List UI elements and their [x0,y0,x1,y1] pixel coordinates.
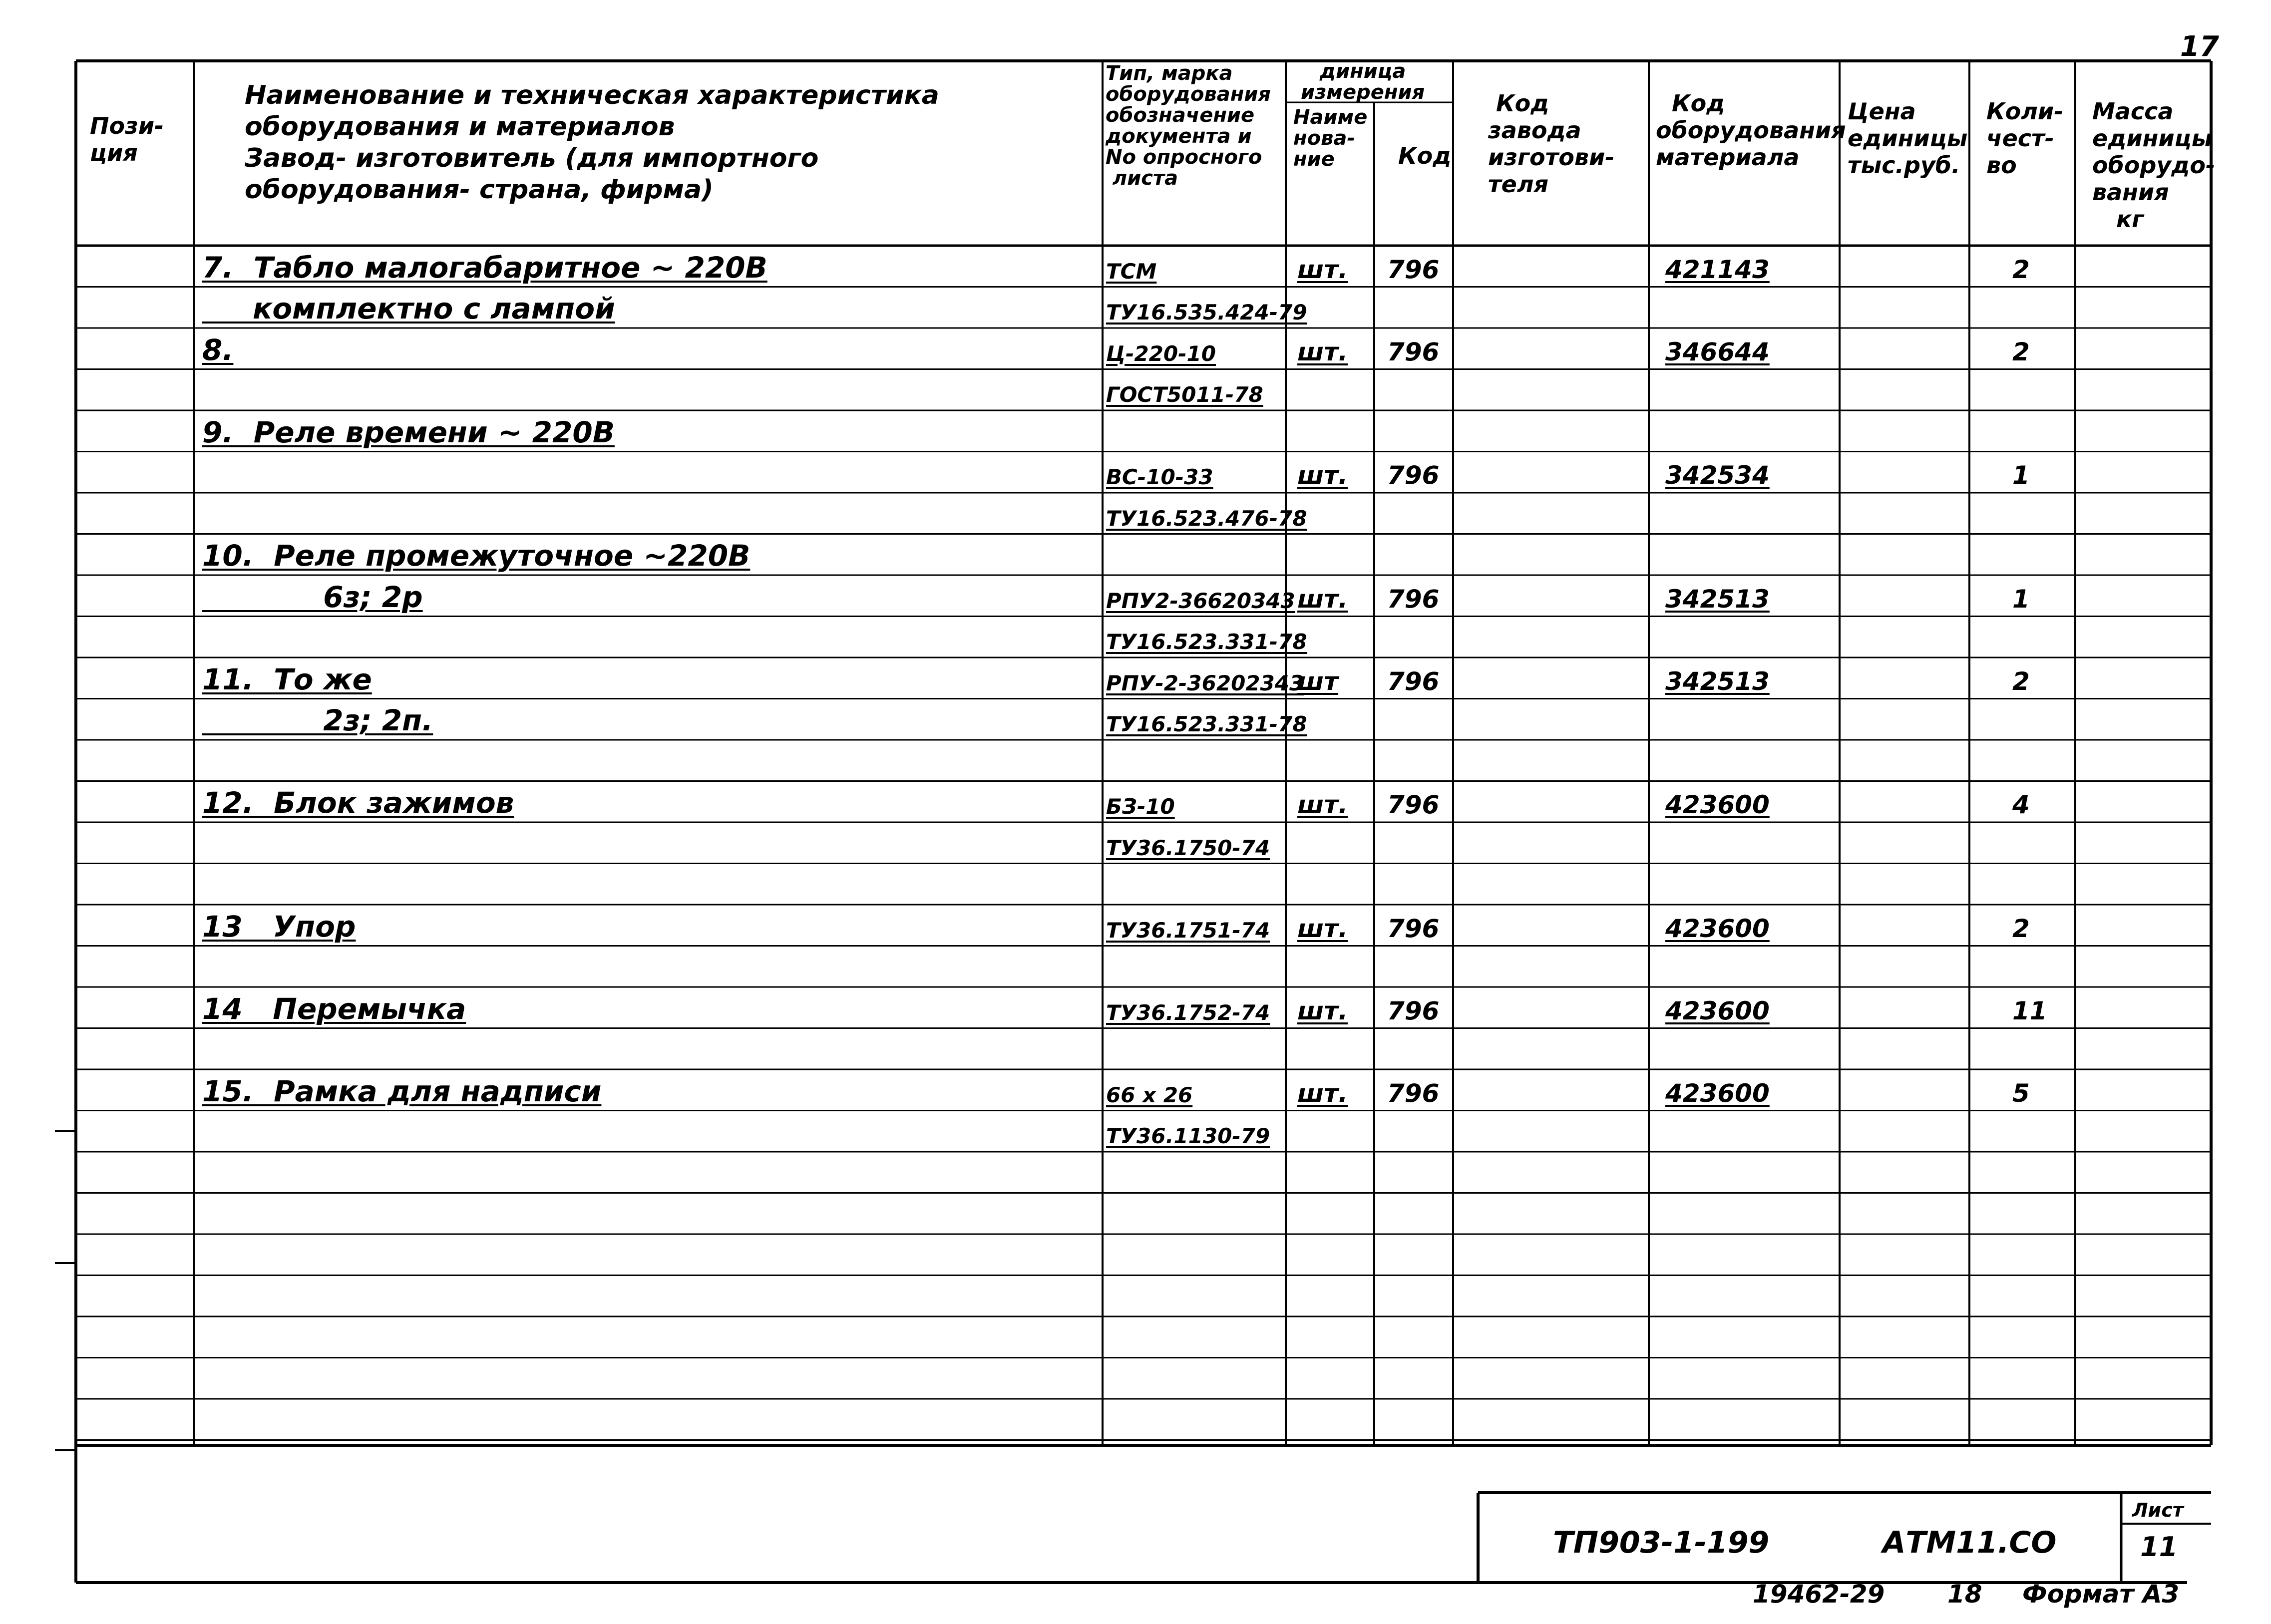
row-unit: шт. [1297,584,1348,614]
row-quantity: 2 [2012,337,2030,366]
row-unit-code: 796 [1387,666,1440,696]
header-equipment-code: Код оборудования материала [1656,90,1846,171]
row-name: 11. То же [202,662,372,696]
row-name: 8. [202,332,234,367]
header-unit-name: Наиме нова- ние [1293,106,1368,171]
header-quantity: Коли- чест- во [1986,98,2064,179]
row-name: 14 Перемычка [202,991,466,1026]
row-unit-code: 796 [1387,461,1440,490]
row-quantity: 2 [2012,914,2030,943]
row-unit-code: 796 [1387,1078,1440,1108]
row-equipment-code: 342534 [1665,461,1770,490]
row-equipment-code: 342513 [1665,584,1770,614]
row-name: 6з; 2р [202,580,423,614]
row-type: ТУ16.523.331-78 [1106,630,1307,654]
row-unit: шт. [1297,461,1348,490]
row-name: 15. Рамка для надписи [202,1074,602,1108]
row-name: 2з; 2п. [202,703,433,737]
row-type: ТУ36.1751-74 [1106,918,1270,943]
row-unit: шт [1297,666,1339,696]
header-unit-code: Код [1398,142,1452,169]
row-name: 9. Реле времени ~ 220В [202,415,615,449]
row-name: 7. Табло малогабаритное ~ 220В [202,250,767,285]
row-unit: шт. [1297,914,1348,943]
row-equipment-code: 346644 [1665,337,1770,366]
stamp-sheet-label: Лист [2132,1499,2184,1521]
row-quantity: 1 [2012,584,2030,614]
row-type: ТУ16.523.476-78 [1106,506,1307,531]
row-unit-code: 796 [1387,790,1440,819]
row-unit-code: 796 [1387,914,1440,943]
row-quantity: 4 [2012,790,2030,819]
row-unit: шт. [1297,255,1348,284]
row-name: 13 Упор [202,909,356,944]
header-position: Пози- ция [90,112,164,166]
row-name: комплектно с лампой [202,292,615,325]
row-equipment-code: 423600 [1665,996,1770,1025]
row-equipment-code: 423600 [1665,914,1770,943]
row-type: ТСМ [1106,259,1157,284]
row-quantity: 2 [2012,666,2030,696]
row-unit: шт. [1297,996,1348,1025]
row-type: Ц-220-10 [1106,341,1216,366]
header-price: Цена единицы тыс.руб. [1848,98,1968,179]
row-name: 10. Реле промежуточное ~220В [202,539,751,573]
row-unit: шт. [1297,790,1348,819]
row-equipment-code: 423600 [1665,1078,1770,1108]
row-type: ТУ36.1750-74 [1106,835,1270,860]
row-type: РПУ-2-36202343 [1106,670,1304,695]
row-equipment-code: 342513 [1665,666,1770,696]
row-type: ТУ36.1752-74 [1106,1000,1270,1025]
row-equipment-code: 423600 [1665,790,1770,819]
stamp-doc-number: ТП903-1-199 [1553,1525,1770,1560]
stamp-sheet-number: 11 [2140,1531,2178,1563]
row-type: ТУ36.1130-79 [1106,1124,1270,1148]
row-type: ТУ16.523.331-78 [1106,712,1307,736]
row-quantity: 11 [2012,996,2047,1025]
header-factory-code: Код завода изготови- теля [1488,90,1615,198]
header-unit-group: диница измерения [1301,60,1425,104]
row-unit-code: 796 [1387,255,1440,284]
row-unit-code: 796 [1387,337,1440,366]
row-name: 12. Блок зажимов [202,786,514,820]
footer-page: 18 [1947,1580,1982,1609]
footer-format: Формат А3 [2022,1580,2180,1609]
row-type: БЗ-10 [1106,794,1175,819]
row-unit: шт. [1297,1078,1348,1108]
stamp-doc-code: АТМ11.СО [1883,1525,2057,1560]
row-quantity: 1 [2012,461,2030,490]
row-quantity: 5 [2012,1078,2030,1108]
row-unit: шт. [1297,337,1348,366]
row-type: 66 x 26 [1106,1082,1193,1107]
footer-inventory: 19462-29 [1753,1580,1885,1609]
row-type: ТУ16.535.424-79 [1106,300,1307,325]
row-unit-code: 796 [1387,584,1440,614]
page-number: 17 [2180,30,2219,63]
row-type: РПУ2-36620343 [1106,588,1295,613]
header-type: Тип, марка оборудования обозначение документа и No опросного листа [1106,62,1271,190]
row-type: ВС-10-33 [1106,465,1213,489]
row-equipment-code: 421143 [1665,255,1770,284]
header-mass: Масса единицы оборудо- вания кг [2092,98,2216,233]
row-type: ГОСТ5011-78 [1106,382,1263,407]
row-unit-code: 796 [1387,996,1440,1025]
header-name: Наименование и техническая характеристика оборудования и материалов Завод- изготовитель (для импортного оборудования- страна, фирма) [245,80,939,205]
row-quantity: 2 [2012,255,2030,284]
